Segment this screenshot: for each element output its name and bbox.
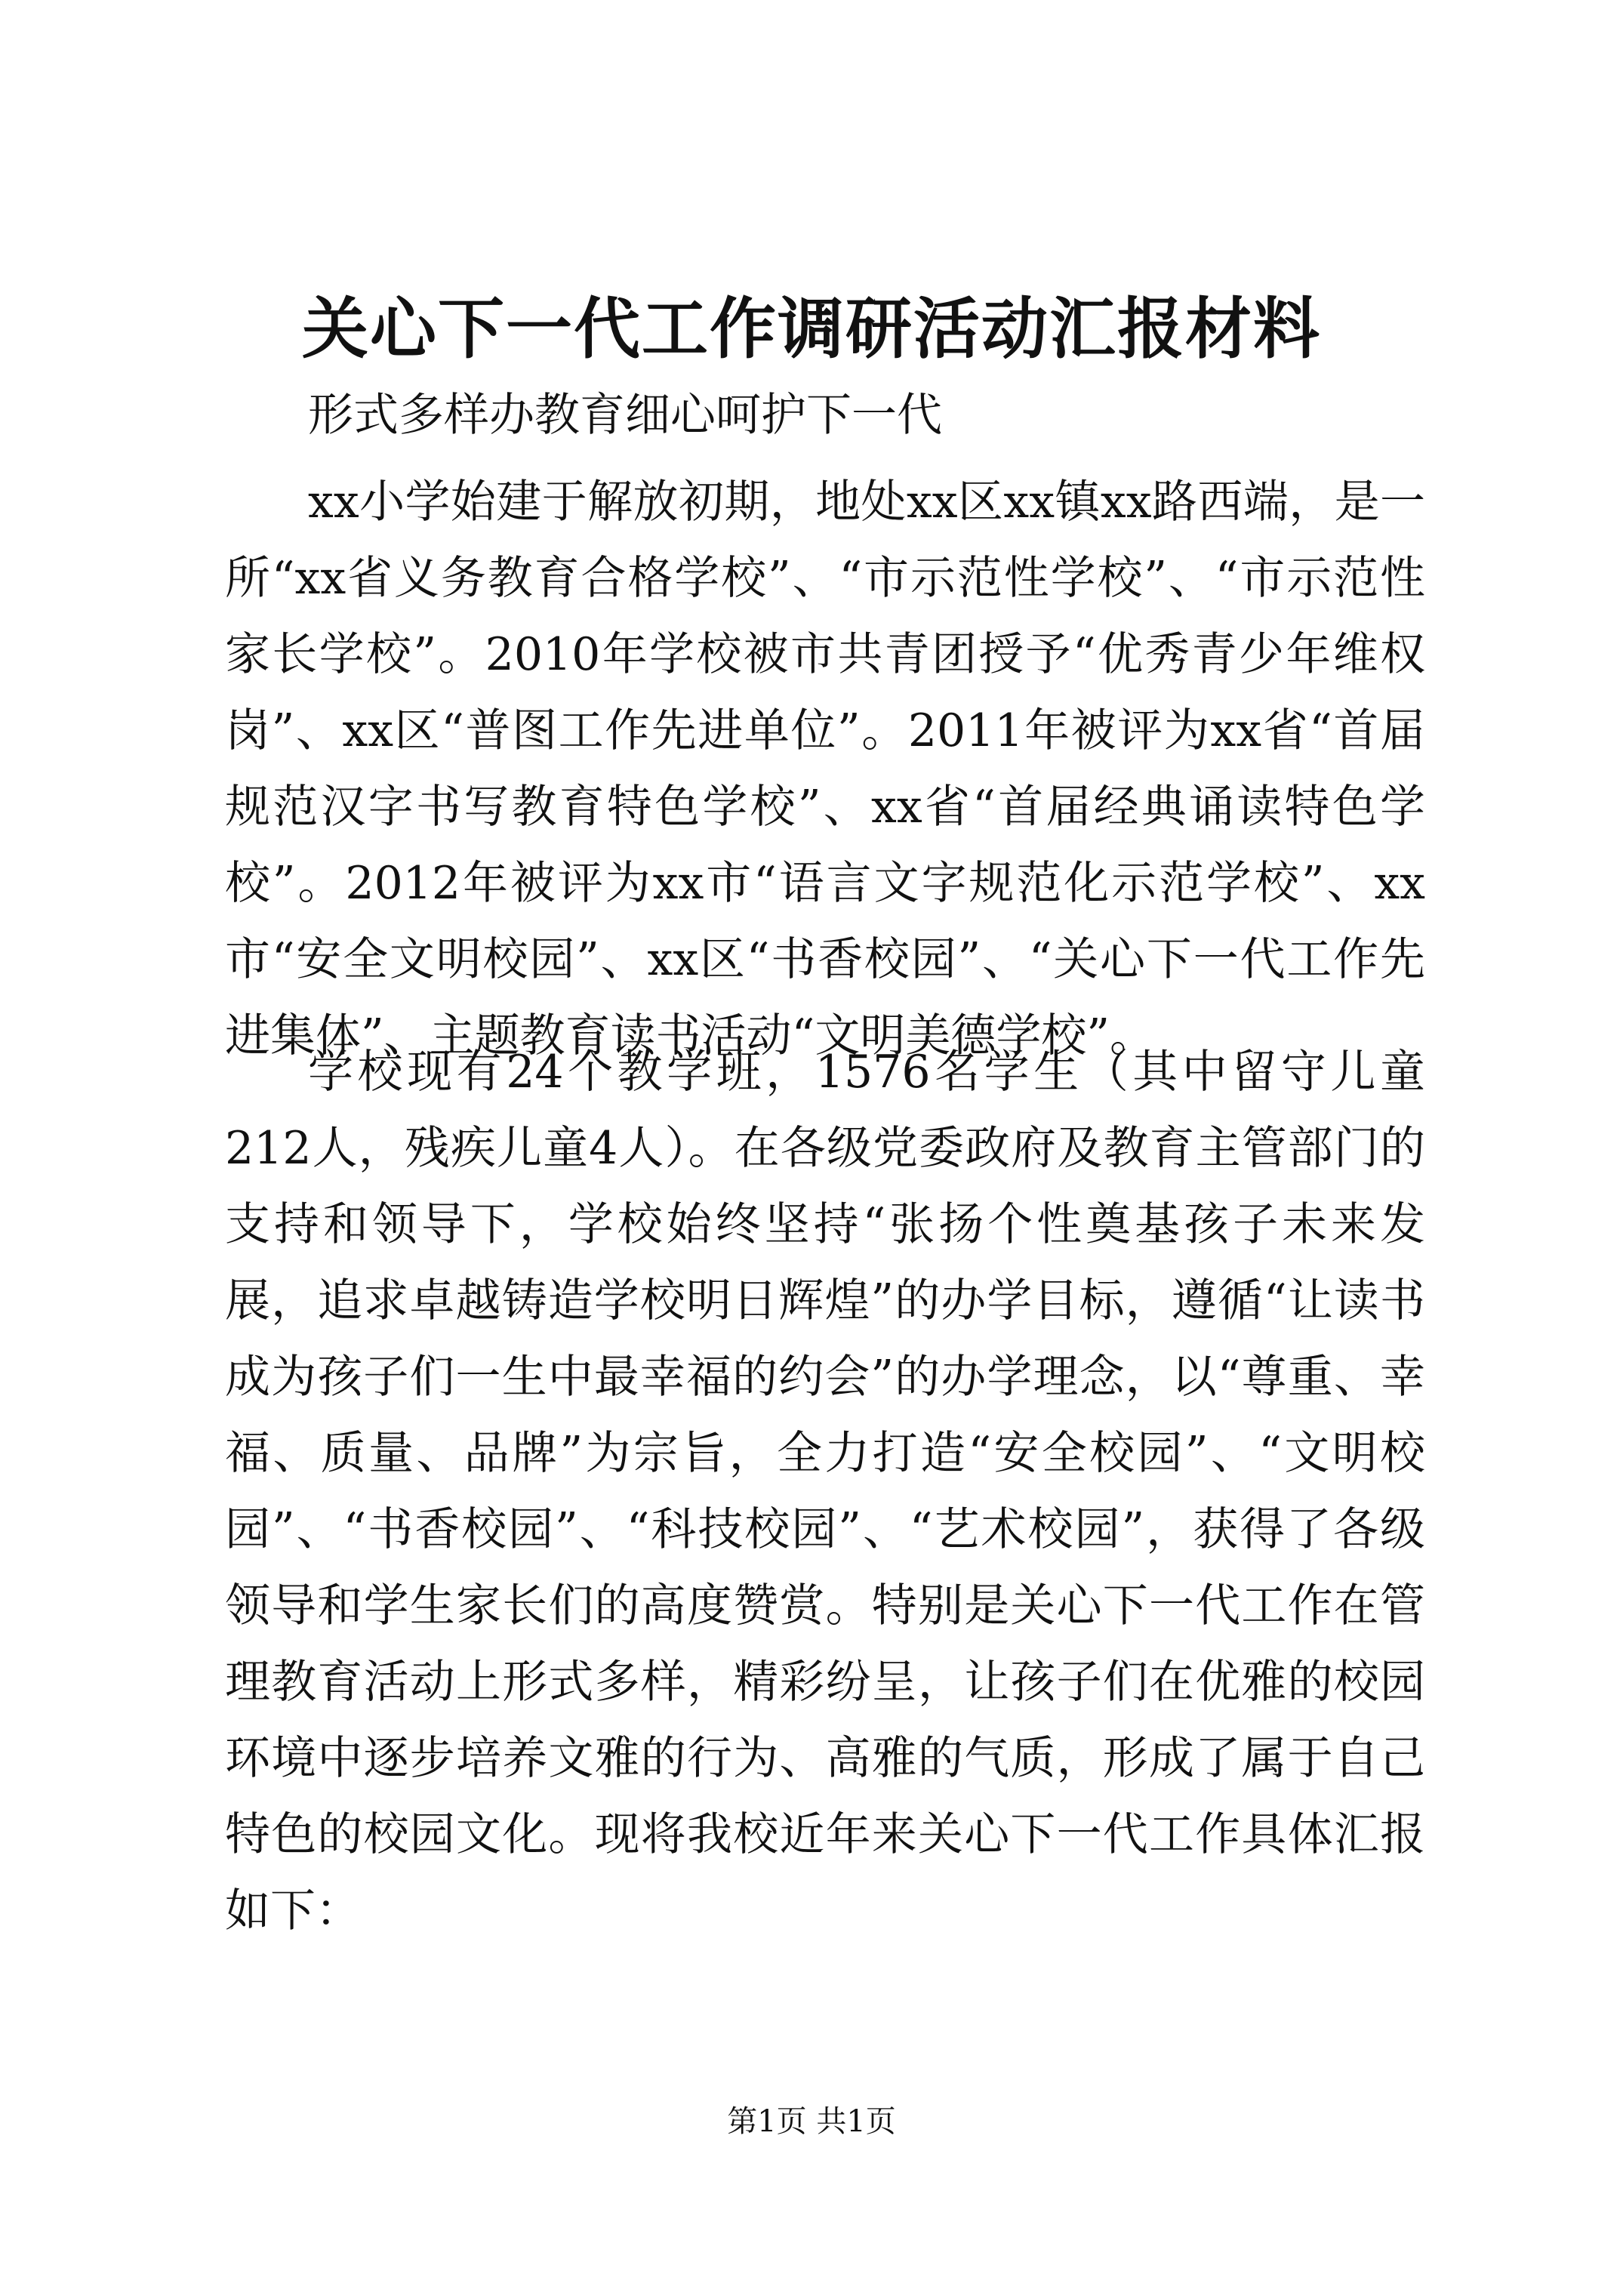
- document-title: 关心下一代工作调研活动汇报材料: [301, 289, 1321, 368]
- body-paragraph: xx小学始建于解放初期，地处xx区xx镇xx路西端，是一所“xx省义务教育合格学校”、“市示范性学校”、“市示范性家长学校”。2010年学校被市共青团授予“优秀青少年维权岗”、xx区“普图工作先进单位”。2011年被评为xx省“首届规范汉字书写教育特色学校”、xx省“首届经典诵读特色学校”。2012年被评为xx市“语言文字规范化示范学校”、xx市“安全文明校园”、xx区“书香校园”、“关心下一代工作先进集体”、主题教育读书活动“文明美德学校”。: [225, 476, 1425, 1062]
- document-subtitle: 形式多样办教育细心呵护下一代: [308, 389, 942, 442]
- page-footer: 第1页 共1页: [727, 2104, 896, 2139]
- body-paragraph: 学校现有24个教学班，1576名学生（其中留守儿童212人，残疾儿童4人）。在各级党委政府及教育主管部门的支持和领导下，学校始终坚持“张扬个性奠基孩子未来发展，追求卓越铸造学校明日辉煌”的办学目标，遵循“让读书成为孩子们一生中最幸福的约会”的办学理念，以“尊重、幸福、质量、品牌”为宗旨，全力打造“安全校园”、“文明校园”、“书香校园”、“科技校园”、“艺术校园”，获得了各级领导和学生家长们的高度赞赏。特别是关心下一代工作在管理教育活动上形式多样，精彩纷呈，让孩子们在优雅的校园环境中逐步培养文雅的行为、高雅的气质，形成了属于自己特色的校园文化。现将我校近年来关心下一代工作具体汇报如下：: [225, 1046, 1425, 1937]
